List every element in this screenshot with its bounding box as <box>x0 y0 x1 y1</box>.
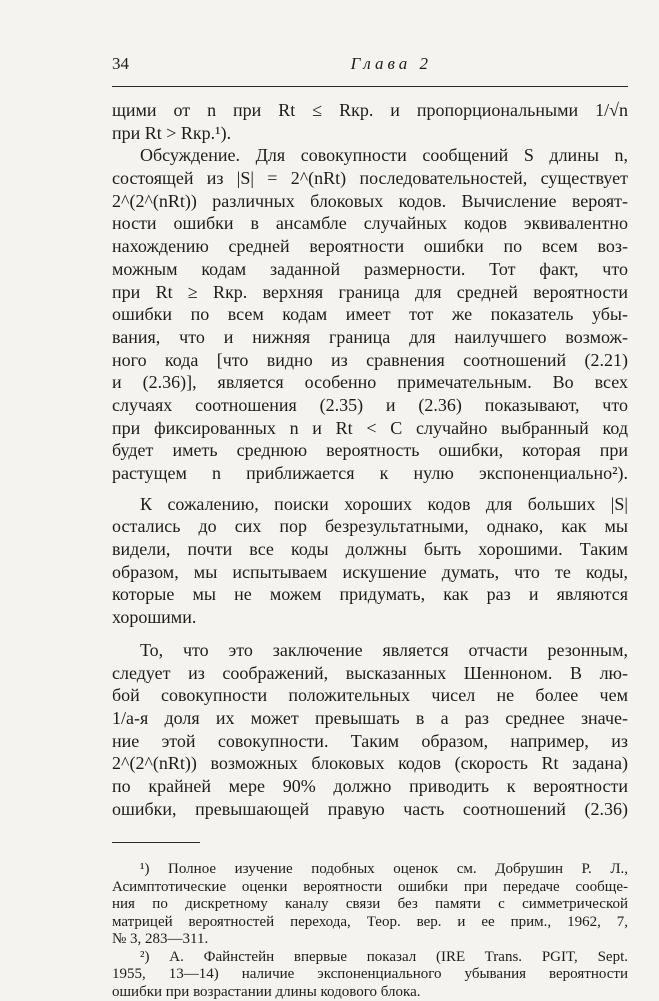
text-line: можным кодам заданной размерности. Тот факт, что <box>112 258 628 279</box>
text-line: по крайней мере 90% должно приводить к вероятности <box>112 775 628 796</box>
text-line: при Rt > Rкр.¹). <box>112 122 232 143</box>
text-line: ние этой совокупности. Таким образом, например, из <box>112 730 628 751</box>
paragraph-gap <box>112 629 628 639</box>
text-line: нахождению средней вероятности ошибки по всем воз- <box>112 236 628 257</box>
footnote-line: 1955, 13—14) наличие экспоненциального убывания вероятности <box>112 966 628 983</box>
text-line: образом, мы испытываем искушение думать, что те коды, <box>112 561 628 582</box>
text-line: 1/a-я доля их может превышать в a раз среднее значе- <box>112 707 628 728</box>
text-line: видели, почти все коды должны быть хорошими. Таким <box>112 539 628 560</box>
text-line: следует из соображений, высказанных Шенноном. В лю- <box>112 662 628 683</box>
running-header <box>112 54 628 87</box>
text-line: ошибки по всем кодам имеет тот же показатель убы- <box>112 304 628 325</box>
text-line: То, что это заключение является отчасти резонным, <box>140 639 628 660</box>
text-line: ности ошибки в ансамбле случайных кодов эквивалентно <box>112 213 628 234</box>
text-line: вания, что и нижняя граница для наилучшего возмож- <box>112 326 628 347</box>
footnote-line: ²) А. Файнстейн впервые показал (IRE Trans. PGIT, Sept. <box>140 948 628 965</box>
footnote-line: матрицей вероятностей перехода, Теор. вер. и ее прим., 1962, 7, <box>112 913 628 930</box>
text-line: Обсуждение. Для совокупности сообщений S длины n, <box>140 145 628 166</box>
text-line: которые мы не можем придумать, как раз и являются <box>112 584 628 605</box>
text-line: 2^(2^(nRt)) возможных блоковых кодов (скорость Rt задана) <box>112 753 628 774</box>
text-line: будет иметь среднюю вероятность ошибки, которая при <box>112 440 628 461</box>
footnote-line: Асимптотические оценки вероятности ошибки при передаче сообще- <box>112 878 628 895</box>
text-line: при Rt ≥ Rкр. верхняя граница для средней вероятности <box>112 281 628 302</box>
text-line: бой совокупности положительных чисел не более чем <box>112 685 628 706</box>
text-line: случаях соотношения (2.35) и (2.36) показывают, что <box>112 394 628 415</box>
text-line: 2^(2^(nRt)) различных блоковых кодов. Вычисление вероят- <box>112 190 628 211</box>
footnote-line: № 3, 283—311. <box>112 931 209 948</box>
book-page <box>112 54 628 1001</box>
footnotes <box>112 861 628 1001</box>
main-text <box>112 99 628 820</box>
text-line: ошибки, превышающей правую часть соотношений (2.36) <box>112 798 628 819</box>
chapter-title: Глава 2 <box>350 54 432 73</box>
footnote-line: ошибки при возрастании длины кодового блока. <box>112 983 421 1000</box>
text-line: К сожалению, поиски хороших кодов для больших |S| <box>140 493 628 514</box>
page-number: 34 <box>112 54 129 73</box>
text-line: щими от n при Rt ≤ Rкр. и пропорциональными 1/√n <box>112 100 628 120</box>
footnote-separator <box>112 842 200 843</box>
paragraph-gap <box>112 485 628 493</box>
text-line: ного кода [что видно из сравнения соотношений (2.21) <box>112 349 628 370</box>
footnote-line: ¹) Полное изучение подобных оценок см. Добрушин Р. Л., <box>140 861 628 878</box>
text-line: при фиксированных n и Rt < C случайно выбранный код <box>112 417 628 438</box>
footnote-line: ния по дискретному каналу связи без памяти с симметрической <box>112 896 628 913</box>
text-line: состоящей из |S| = 2^(nRt) последовательностей, существует <box>112 168 628 189</box>
text-line: и (2.36)], является особенно примечательным. Во всех <box>112 372 628 393</box>
text-line: хорошими. <box>112 607 197 628</box>
text-line: остались до сих пор безрезультатными, однако, как мы <box>112 516 628 537</box>
text-line: растущем n приближается к нулю экспоненциально²). <box>112 463 628 483</box>
